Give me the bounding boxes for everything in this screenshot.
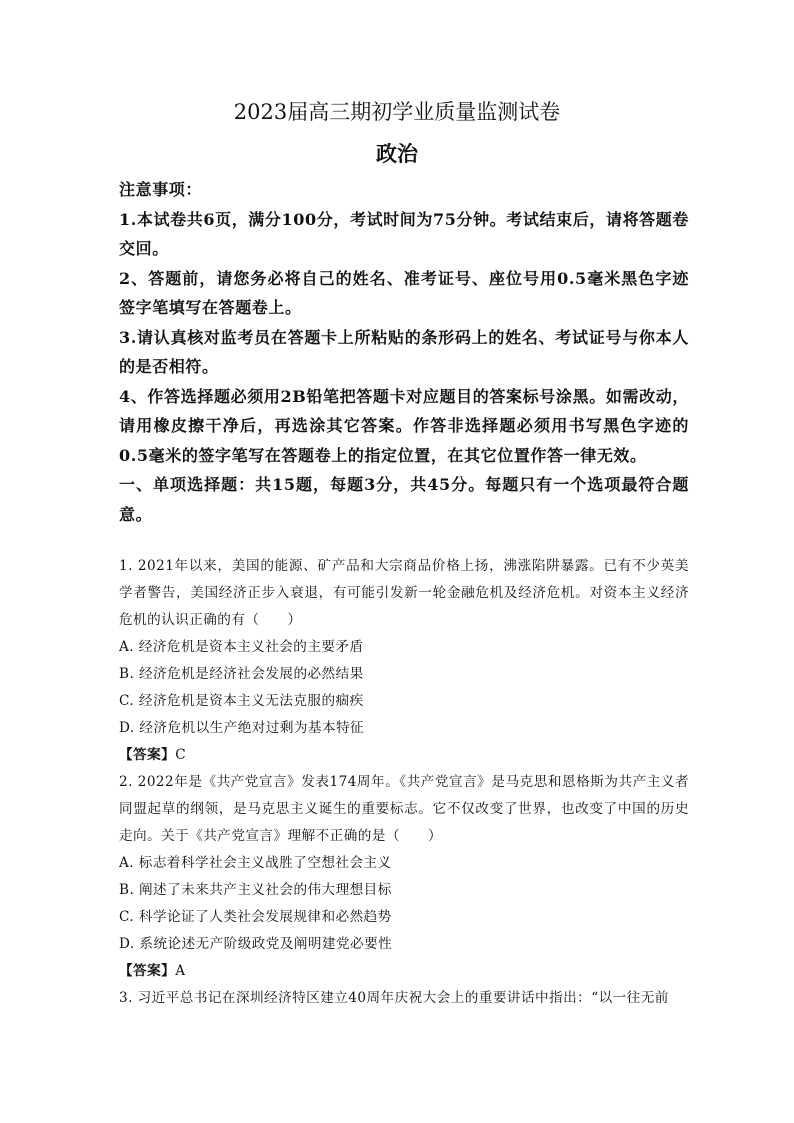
option-d: D. 系统论述无产阶级政党及阐明建党必要性 [119, 936, 393, 952]
notice-item-1: 1.本试卷共6页，满分100分，考试时间为75分钟。考试结束后，请将答题卷交回。 [119, 209, 689, 258]
answer-tag: 【答案】 [119, 963, 176, 979]
section-heading: 一、单项选择题：共15题，每题3分，共45分。每题只有一个选项最符合题意。 [119, 475, 689, 524]
answer-line [119, 958, 689, 985]
question-stem: 3. 习近平总书记在深圳经济特区建立40周年庆祝大会上的重要讲话中指出：“以一往无前 [119, 990, 669, 1006]
notice-item-2: 2、答题前，请您务必将自己的姓名、准考证号、座位号用0.5毫米黑色字迹签字笔填写在答题卷上。 [119, 268, 689, 317]
notice-heading: 注意事项： [119, 180, 203, 199]
option-c: C. 经济危机是资本主义无法克服的痼疾 [119, 693, 364, 709]
option-b: B. 阐述了未来共产主义社会的伟大理想目标 [119, 882, 392, 898]
answer-value: C [175, 747, 187, 763]
option-a: A. 标志着科学社会主义战胜了空想社会主义 [119, 855, 392, 871]
notice-item-3: 3.请认真核对监考员在答题卡上所粘贴的条形码上的姓名、考试证号与你本人的是否相符。 [119, 327, 689, 376]
question-2 [119, 769, 689, 985]
notice-item-4: 4、作答选择题必须用2B铅笔把答题卡对应题目的答案标号涂黑。如需改动，请用橡皮擦干净后，再选涂其它答案。作答非选择题必须用书写黑色字迹的0.5毫米的签字笔写在答题卷上的指定位置，在其它位置作答一律无效。 [119, 386, 689, 465]
answer-line [119, 742, 689, 769]
page-title: 2023届高三期初学业质量监测试卷 [233, 100, 561, 124]
option-d: D. 经济危机以生产绝对过剩为基本特征 [119, 720, 365, 736]
answer-value: A [175, 963, 186, 979]
option-a: A. 经济危机是资本主义社会的主要矛盾 [119, 639, 364, 655]
subject-title: 政治 [376, 141, 418, 166]
question-1 [119, 553, 689, 769]
notice-section [119, 175, 689, 529]
question-3 [119, 985, 689, 1012]
question-stem: 1. 2021年以来，美国的能源、矿产品和大宗商品价格上扬，沸涨陷阱暴露。已有不少英美学者警告，美国经济正步入衰退，有可能引发新一轮金融危机及经济危机。对资本主义经济危机的认识正确的有（ ） [119, 558, 689, 628]
questions-section [119, 553, 689, 1012]
answer-tag: 【答案】 [119, 747, 176, 763]
option-c: C. 科学论证了人类社会发展规律和必然趋势 [119, 909, 392, 925]
option-b: B. 经济危机是经济社会发展的必然结果 [119, 666, 364, 682]
question-stem: 2. 2022年是《共产党宣言》发表174周年。《共产党宣言》是马克思和恩格斯为共产主义者同盟起草的纲领，是马克思主义诞生的重要标志。它不仅改变了世界，也改变了中国的历史走向。关于《共产党宣言》理解不正确的是（ ） [119, 774, 689, 844]
